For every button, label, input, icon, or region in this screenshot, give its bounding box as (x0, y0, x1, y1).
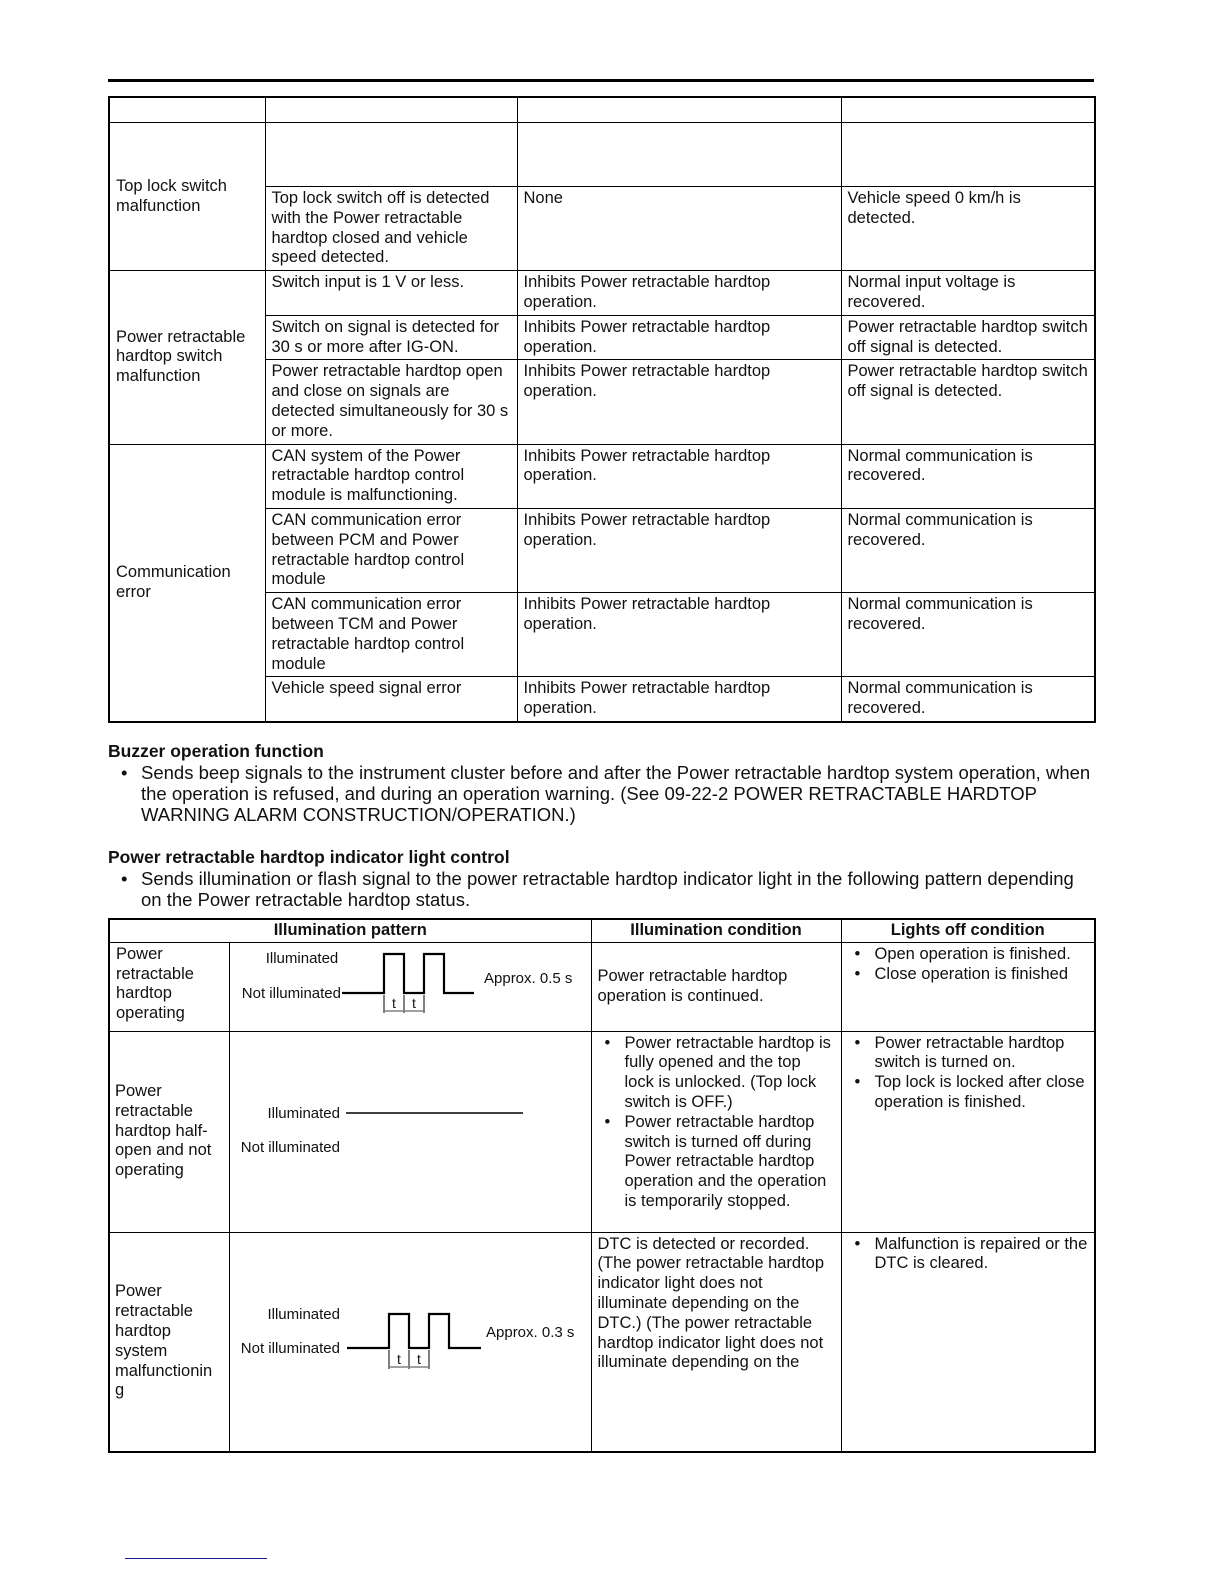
category-cell: Power retractable hardtop switch malfunction (109, 271, 265, 444)
pattern-cell (229, 1031, 591, 1232)
bullet-item: • Power retractable hardtop switch is turned off during Power retractable hardtop operation and the operation is temporarily stopped. (625, 1113, 835, 1212)
footer-link-underline[interactable] (125, 1558, 267, 1559)
fail-safe-cell: Inhibits Power retractable hardtop operation. (517, 444, 841, 508)
off-condition-cell (841, 1232, 1095, 1452)
bullet-item: • Malfunction is repaired or the DTC is cleared. (875, 1235, 1089, 1275)
bullet-list (848, 945, 1089, 985)
category-cell: Communication error (109, 444, 265, 722)
bullet-item: • Power retractable hardtop is fully opened and the top lock is unlocked. (Top lock switch is OFF.) (625, 1034, 835, 1113)
detection-cell: Power retractable hardtop open and close on signals are detected simultaneously for 30 s or more. (265, 360, 517, 444)
cancel-cell: Normal communication is recovered. (841, 593, 1095, 677)
table-row (109, 1232, 1095, 1452)
header-illumination-condition: Illumination condition (591, 919, 841, 942)
bullet-item: • Close operation is finished (875, 965, 1089, 985)
cancel-cell: Vehicle speed 0 km/h is detected. (841, 187, 1095, 271)
cancel-cell: Power retractable hardtop switch off signal is detected. (841, 315, 1095, 360)
not-illuminated-label: Not illuminated (240, 1138, 340, 1156)
t-label: t (396, 1350, 401, 1367)
detection-cell: Switch on signal is detected for 30 s or more after IG-ON. (265, 315, 517, 360)
cancel-cell: Normal communication is recovered. (841, 677, 1095, 722)
section-title: Buzzer operation function (108, 740, 324, 761)
cancel-cell: Power retractable hardtop switch off signal is detected. (841, 360, 1095, 444)
fail-safe-cell: Inhibits Power retractable hardtop operation. (517, 360, 841, 444)
pattern-cell (229, 1232, 591, 1452)
category-cell: Top lock switch malfunction (109, 123, 265, 271)
bullet-item: • Sends beep signals to the instrument cluster before and after the Power retractable hardtop system operation, when the operation is refused, and during an operation warning. (See 09-22-2 POWER RETRACTABLE HARDTOP WARNING ALARM CONSTRUCTION/OPERATION.) (141, 762, 1094, 825)
fail-safe-cell: Inhibits Power retractable hardtop operation. (517, 508, 841, 592)
steady-waveform-diagram (230, 1094, 591, 1170)
state-cell: Power retractable hardtop operating (109, 942, 229, 1031)
section-title: Power retractable hardtop indicator light control (108, 846, 510, 867)
table-row (109, 123, 1095, 187)
period-label: Approx. 0.5 s (483, 969, 572, 987)
not-illuminated-label: Not illuminated (240, 1339, 340, 1357)
bullet-item: • Power retractable hardtop switch is turned on. (875, 1034, 1089, 1074)
t-label: t (411, 994, 416, 1011)
pattern-cell (229, 942, 591, 1031)
waveform-graphic (230, 1299, 590, 1379)
bullet-list (598, 1034, 835, 1212)
off-condition-cell (841, 942, 1095, 1031)
state-cell: Power retractable hardtop system malfunctionin g (109, 1232, 229, 1452)
fail-safe-cell: Inhibits Power retractable hardtop operation. (517, 271, 841, 316)
waveform-graphic (230, 1094, 590, 1164)
table-row (109, 942, 1095, 1031)
fail-safe-cell (517, 123, 841, 187)
fail-safe-cell: Inhibits Power retractable hardtop operation. (517, 315, 841, 360)
bullet-list (848, 1235, 1089, 1275)
condition-cell: Power retractable hardtop operation is continued. (591, 942, 841, 1031)
header-cell (265, 97, 517, 123)
flash-waveform-diagram (230, 943, 591, 1031)
not-illuminated-label: Not illuminated (241, 984, 341, 1002)
illuminated-label: Illuminated (265, 949, 338, 967)
detection-cell: CAN system of the Power retractable hardtop control module is malfunctioning. (265, 444, 517, 508)
bullet-list (108, 762, 1094, 825)
header-lights-off-condition: Lights off condition (841, 919, 1095, 942)
detection-cell: Top lock switch off is detected with the Power retractable hardtop closed and vehicle speed detected. (265, 187, 517, 271)
bullet-item: • Top lock is locked after close operation is finished. (875, 1073, 1089, 1113)
illuminated-label: Illuminated (266, 1305, 340, 1323)
fail-safe-table (108, 96, 1096, 723)
bullet-list (848, 1034, 1089, 1113)
detection-cell: Vehicle speed signal error (265, 677, 517, 722)
fail-safe-cell: Inhibits Power retractable hardtop operation. (517, 593, 841, 677)
table-row (109, 444, 1095, 508)
buzzer-section (108, 741, 1094, 825)
t-label: t (391, 994, 396, 1011)
off-condition-cell (841, 1031, 1095, 1232)
table-row (109, 271, 1095, 316)
period-label: Approx. 0.3 s (485, 1323, 574, 1341)
detection-cell: CAN communication error between PCM and Power retractable hardtop control module (265, 508, 517, 592)
indicator-table (108, 918, 1096, 1453)
condition-cell: DTC is detected or recorded.(The power retractable hardtop indicator light does not illuminate depending on the DTC.) (The power retractable hardtop indicator light does not illuminate depending on the (591, 1232, 841, 1452)
header-illumination-pattern: Illumination pattern (109, 919, 591, 942)
indicator-section (108, 847, 1094, 910)
state-cell: Power retractable hardtop half-open and not operating (109, 1031, 229, 1232)
header-cell (841, 97, 1095, 123)
header-cell (109, 97, 265, 123)
cancel-cell: Normal communication is recovered. (841, 444, 1095, 508)
bullet-list (108, 868, 1094, 910)
flash-waveform-diagram (230, 1299, 591, 1385)
header-rule (108, 79, 1094, 82)
waveform-graphic (230, 943, 590, 1025)
table-row (109, 1031, 1095, 1232)
bullet-item: • Open operation is finished. (875, 945, 1089, 965)
table-header-row (109, 97, 1095, 123)
fail-safe-cell: Inhibits Power retractable hardtop operation. (517, 677, 841, 722)
detection-cell: CAN communication error between TCM and Power retractable hardtop control module (265, 593, 517, 677)
condition-cell (591, 1031, 841, 1232)
fail-safe-cell: None (517, 187, 841, 271)
cancel-cell: Normal input voltage is recovered. (841, 271, 1095, 316)
t-label: t (416, 1350, 421, 1367)
detection-cell (265, 123, 517, 187)
header-cell (517, 97, 841, 123)
detection-cell: Switch input is 1 V or less. (265, 271, 517, 316)
cancel-cell (841, 123, 1095, 187)
page-content (108, 96, 1094, 1453)
table-header-row (109, 919, 1095, 942)
cancel-cell: Normal communication is recovered. (841, 508, 1095, 592)
illuminated-label: Illuminated (266, 1104, 340, 1122)
bullet-item: • Sends illumination or flash signal to the power retractable hardtop indicator light in the following pattern depending on the Power retractable hardtop status. (141, 868, 1094, 910)
